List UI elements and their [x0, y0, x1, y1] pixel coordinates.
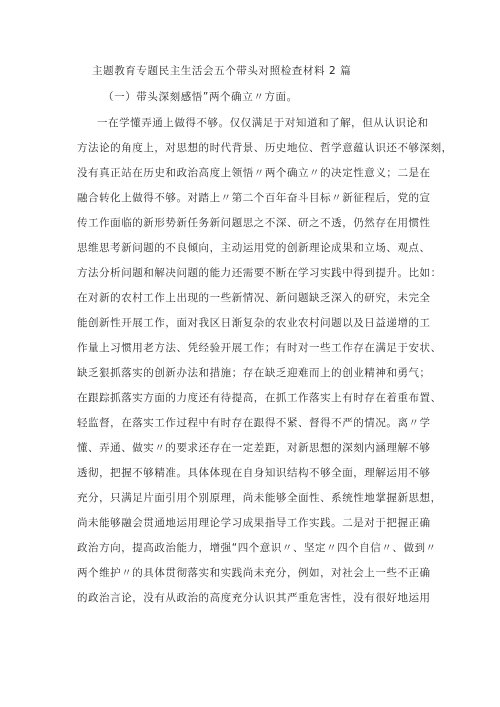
body-line: 融合转化上做得不够。对踏上〃第二个百年奋斗目标〃新征程后，党的宣	[77, 192, 431, 204]
body-line: 在跟踪抓落实方面的力度还有待提高，在抓工作落实上有时存在着重布置、	[77, 392, 442, 404]
body-line: 的政治言论，没有从政治的高度充分认识其严重危害性，没有很好地运用	[77, 592, 431, 604]
body-line: 思维思考新问题的不良倾向，主动运用党的创新理论成果和立场、观点、	[77, 242, 431, 254]
body-line: 尚未能够融会贯通地运用理论学习成果指导工作实践。二是对于把握正确	[77, 517, 431, 529]
document-title: 主题教育专题民主生活会五个带头对照检查材料 2 篇	[92, 65, 352, 77]
body-line: 能创新性开展工作，面对我区日渐复杂的农业农村问题以及日益递增的工	[77, 317, 431, 329]
body-line: 没有真正站在历史和政治高度上领悟〃两个确立〃的决定性意义；二是在	[77, 167, 431, 179]
section-heading: （一）带头深刻感悟”两个确立〃方面。	[103, 91, 298, 103]
body-line: 作量上习惯用老方法、凭经验开展工作；有时对一些工作存在满足于安状、	[77, 342, 442, 354]
body-line: 方法分析问题和解决问题的能力还需要不断在学习实践中得到提升。比如：	[77, 267, 442, 279]
body-line: 传工作面临的新形势新任务新问题思之不深、研之不透，仍然存在用惯性	[77, 217, 431, 229]
body-line: 轻监督，在落实工作过程中有时存在跟得不紧、督得不严的情况。离〃学	[77, 417, 431, 429]
body-line: 懂、弄通、做实〃的要求还存在一定差距，对新思想的深刻内涵理解不够	[77, 442, 431, 454]
body-line: 一在学懂弄通上做得不够。仅仅满足于对知道和了解，但从认识论和	[97, 117, 429, 129]
body-line: 两个维护〃的具体贯彻落实和实践尚未充分，例如，对社会上一些不正确	[77, 567, 431, 579]
body-line: 缺乏狠抓落实的创新办法和措施；存在缺乏迎难而上的创业精神和勇气；	[77, 367, 431, 379]
body-line: 在对新的农村工作上出现的一些新情况、新问题缺乏深入的研究，未完全	[77, 292, 431, 304]
body-line: 透彻，把握不够精准。具体体现在自身知识结构不够全面，理解运用不够	[77, 467, 431, 479]
body-line: 方法论的角度上，对思想的时代背景、历史地位、哲学意蕴认识还不够深刻，	[77, 142, 453, 154]
body-line: 政治方向，提高政治能力，增强“四个意识〃、坚定〃四个自信〃、做到〃	[77, 542, 437, 554]
body-line: 充分，只满足片面引用个别原理，尚未能够全面性、系统性地掌握新思想，	[77, 492, 442, 504]
